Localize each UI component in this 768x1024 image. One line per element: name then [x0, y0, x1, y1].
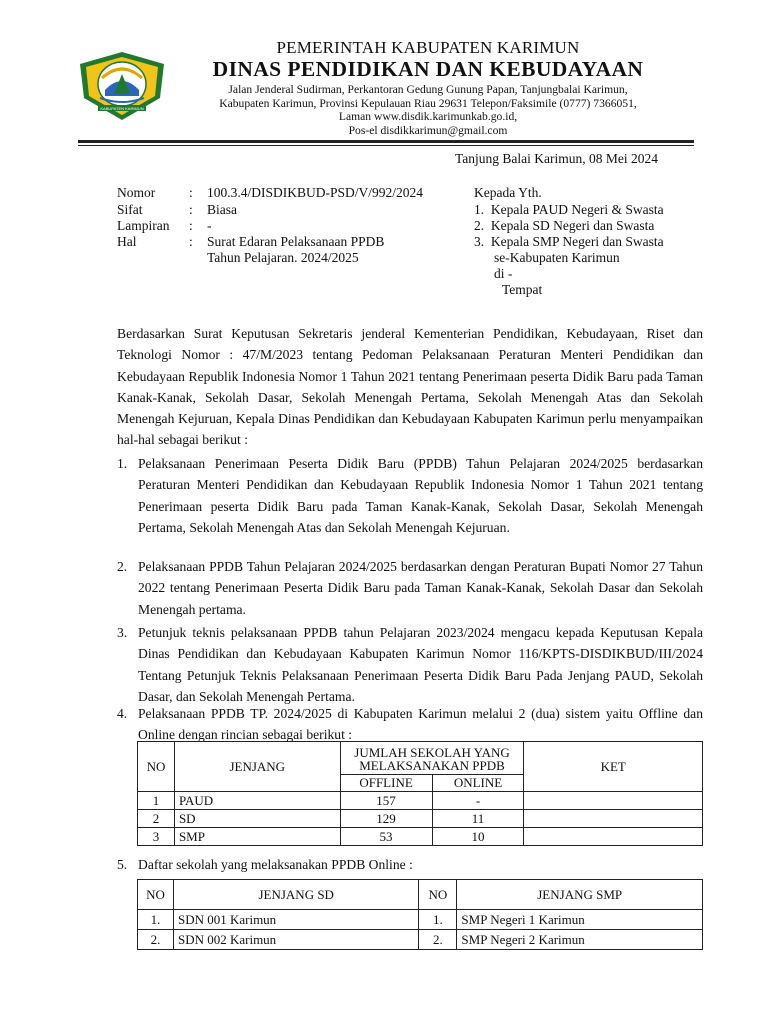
letterhead-address-1: Jalan Jenderal Sudirman, Perkantoran Gedung Gunung Papan, Tanjungbalai Karimun, — [228, 83, 628, 96]
letterhead-website: Laman www.disdik.karimunkab.go.id, — [338, 110, 518, 123]
table-header-jenjang: JENJANG — [174, 742, 340, 792]
meta-label-nomor: Nomor — [117, 185, 156, 200]
table-cell-no: 2 — [138, 810, 175, 828]
table-cell-online: - — [432, 792, 524, 810]
table-cell-no: 1. — [419, 910, 457, 930]
meta-value-hal: Surat Edaran Pelaksanaan PPDB — [207, 234, 385, 249]
letterhead-address-2: Kabupaten Karimun, Provinsi Kepulauan Riau 29631 Telepon/Faksimile (0777) 7366051, — [219, 96, 637, 110]
list-item — [117, 703, 703, 746]
recipient-di: di - — [494, 266, 513, 281]
table-cell-sd: SDN 001 Karimun — [173, 910, 418, 930]
table-cell-no: 1. — [138, 910, 174, 930]
table-cell-ket — [524, 828, 703, 846]
meta-value-hal-line2: Tahun Pelajaran. 2024/2025 — [207, 250, 359, 265]
table-row — [138, 930, 703, 950]
letterhead-email: Pos-el disdikkarimun@gmail.com — [348, 123, 508, 137]
recipient-region: se-Kabupaten Karimun — [494, 250, 620, 265]
meta-colon: : — [189, 185, 193, 200]
meta-value-nomor: 100.3.4/DISDIKBUD-PSD/V/992/2024 — [207, 185, 424, 200]
table-header-no: NO — [419, 880, 457, 910]
table-row — [138, 828, 703, 846]
table-cell-jenjang: PAUD — [174, 792, 340, 810]
table-cell-offline: 53 — [340, 828, 432, 846]
table-cell-no: 1 — [138, 792, 175, 810]
table-cell-smp: SMP Negeri 2 Karimun — [457, 930, 703, 950]
letter-date: Tanjung Balai Karimun, 08 Mei 2024 — [455, 151, 659, 166]
table-header-jenjang-smp: JENJANG SMP — [457, 880, 703, 910]
table-cell-offline: 157 — [340, 792, 432, 810]
table-header-offline: OFFLINE — [340, 775, 432, 792]
kabupaten-karimun-logo — [78, 50, 166, 122]
table-cell-jenjang: SD — [174, 810, 340, 828]
list-item-text: Pelaksanaan PPDB Tahun Pelajaran 2024/2025 berdasarkan dengan Peraturan Bupati Nomor 27 Tahun 2022 tentang Penerimaan Peserta Didik Baru pada Taman Kanak-Kanak, Sekolah Dasar dan Sekolah Menengah pertama. — [138, 559, 703, 617]
table-cell-sd: SDN 002 Karimun — [173, 930, 418, 950]
table-header-jenjang-sd: JENJANG SD — [173, 880, 418, 910]
table-header-group — [340, 742, 524, 775]
meta-label-sifat: Sifat — [117, 202, 143, 217]
list-item-text: Daftar sekolah yang melaksanakan PPDB Online : — [138, 857, 413, 872]
table-cell-no: 2. — [138, 930, 174, 950]
recipient-place: Tempat — [502, 282, 543, 297]
table-cell-ket — [524, 792, 703, 810]
meta-colon: : — [189, 202, 193, 217]
logo-label: KABUPATEN KARIMUN — [100, 106, 144, 111]
list-item-text: Petunjuk teknis pelaksanaan PPDB tahun Pelajaran 2023/2024 mengacu kepada Keputusan Kepala Dinas Pendidikan dan Kebudayaan Kabupaten Karimun Nomor 116/KPTS-DISDIKBUD/III/2024 Tentang Petunjuk Teknis Pelaksanaan Penerimaan Peserta Didik Baru Pada Jenjang PAUD, Sekolah Dasar, dan Sekolah Menengah Pertama. — [138, 625, 703, 704]
table-cell-smp: SMP Negeri 1 Karimun — [457, 910, 703, 930]
table-header-online: ONLINE — [432, 775, 524, 792]
table-header-no: NO — [138, 742, 175, 792]
meta-colon: : — [189, 218, 193, 233]
table-cell-jenjang: SMP — [174, 828, 340, 846]
table-cell-no: 3 — [138, 828, 175, 846]
letterhead-rule-thick — [78, 140, 694, 143]
recipient-item: 3. Kepala SMP Negeri dan Swasta — [474, 234, 664, 249]
table-cell-online: 10 — [432, 828, 524, 846]
table-header-no: NO — [138, 880, 174, 910]
table-header-group-line2: MELAKSANAKAN PPDB — [359, 758, 505, 773]
meta-value-sifat: Biasa — [207, 202, 237, 217]
recipient-item: 2. Kepala SD Negeri dan Swasta — [474, 218, 655, 233]
list-item-number: 2. — [117, 559, 128, 574]
table-cell-online: 11 — [432, 810, 524, 828]
meta-colon: : — [189, 234, 193, 249]
table-row — [138, 792, 703, 810]
list-item-number: 3. — [117, 625, 128, 640]
table-header-ket: KET — [524, 742, 703, 792]
meta-label-lampiran: Lampiran — [117, 218, 170, 233]
ppdb-system-table — [137, 741, 703, 846]
list-item — [117, 854, 703, 875]
table-row — [138, 910, 703, 930]
list-item-number: 1. — [117, 456, 128, 471]
list-item-number: 5. — [117, 857, 128, 872]
list-item-number: 4. — [117, 706, 128, 721]
table-header-group-line1: JUMLAH SEKOLAH YANG — [354, 745, 510, 760]
intro-paragraph: Berdasarkan Surat Keputusan Sekretaris jenderal Kementerian Pendidikan, Kebudayaan, Riset dan Teknologi Nomor : 47/M/2023 tentang Pedoman Pelaksanaan Peraturan Menteri Pendidikan dan Kebudayaan Republik Indonesia Nomor 1 Tahun 2021 tentang Penerimaan peserta Didik Baru pada Taman Kanak-Kanak, Sekolah Dasar, Sekolah Menengah Pertama, Sekolah Menengah Atas dan Sekolah Menengah Kejuruan, Kepala Dinas Pendidikan dan Kebudayaan Kabupaten Karimun perlu menyampaikan hal-hal sebagai berikut : — [117, 326, 703, 448]
recipient-item: 1. Kepala PAUD Negeri & Swasta — [474, 202, 664, 217]
list-item — [117, 453, 703, 538]
meta-value-lampiran: - — [207, 218, 212, 233]
list-item — [117, 622, 703, 707]
list-item-text: Pelaksanaan Penerimaan Peserta Didik Baru (PPDB) Tahun Pelajaran 2024/2025 berdasarkan Peraturan Menteri Pendidikan dan Kebudayaan Republik Indonesia Nomor 1 Tahun 2021 tentang Penerimaan peserta Didik Baru pada Taman Kanak-Kanak, Sekolah Dasar, Sekolah Menengah Pertama, Sekolah Menengah Atas dan Sekolah Menengah Kejuruan. — [138, 456, 703, 535]
online-school-table — [137, 879, 703, 950]
table-cell-offline: 129 — [340, 810, 432, 828]
table-cell-no: 2. — [419, 930, 457, 950]
letterhead-government: PEMERINTAH KABUPATEN KARIMUN — [276, 38, 580, 57]
letterhead-rule-thin — [78, 145, 694, 146]
table-cell-ket — [524, 810, 703, 828]
letterhead-agency: DINAS PENDIDIKAN DAN KEBUDAYAAN — [212, 57, 644, 81]
list-item — [117, 556, 703, 620]
meta-label-hal: Hal — [117, 234, 137, 249]
table-row — [138, 810, 703, 828]
list-item-text: Pelaksanaan PPDB TP. 2024/2025 di Kabupaten Karimun melalui 2 (dua) sistem yaitu Offline dan Online dengan rincian sebagai berikut : — [138, 706, 703, 743]
recipient-heading: Kepada Yth. — [474, 185, 542, 200]
